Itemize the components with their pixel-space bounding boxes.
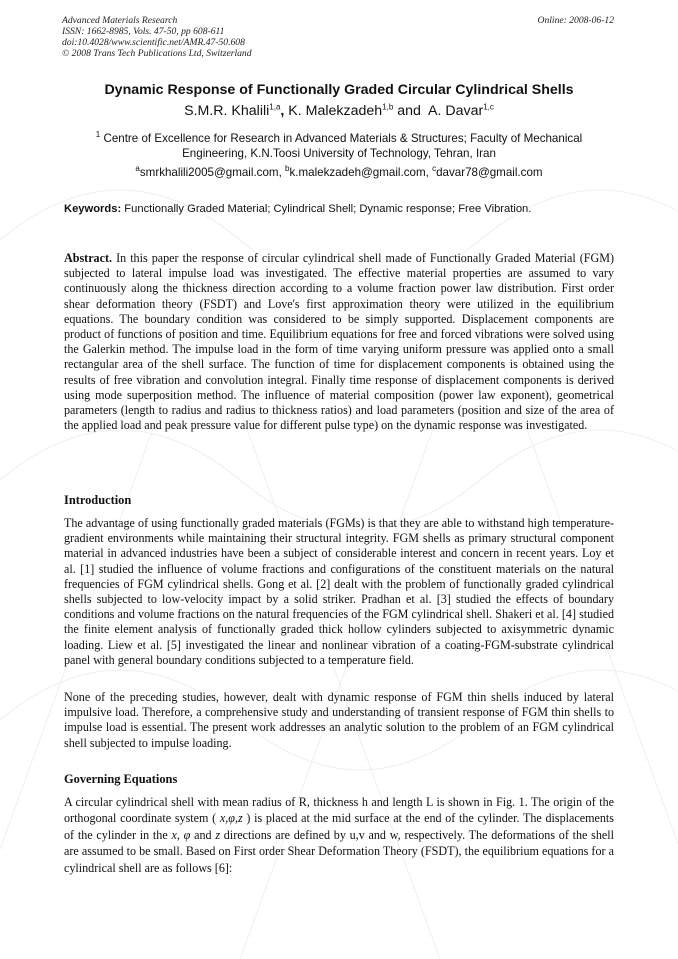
author-separator-and: and — [393, 103, 428, 119]
affiliation-marker: 1 — [95, 130, 101, 140]
email-list — [0, 166, 678, 179]
coordinate-system-symbol: x,φ,z — [219, 811, 243, 826]
phi-symbol: φ — [183, 827, 191, 842]
keywords-text: Functionally Graded Material; Cylindrical Shell; Dynamic response; Free Vibration. — [121, 203, 532, 215]
email-c-marker: c — [432, 164, 437, 174]
governing-text-4: and — [190, 827, 216, 842]
governing-text-5: directions are defined by u,v and w, respectively. The deformations of the shell are assumed to be small. Based on First order Shear Deformation Theory (FSDT), the equilibrium equations for a cylindrical shell are as follows [6]: — [64, 827, 615, 875]
online-date: Online: 2008-06-12 — [537, 15, 614, 26]
author-1: S.M.R. Khalili — [184, 103, 270, 119]
introduction-paragraph-2: None of the preceding studies, however, dealt with dynamic response of FGM thin shells induced by lateral impulsive load. Therefore, a comprehensive study and understanding of transient response of FGM thin shells to impulse load is essential. The present work addresses an analytic solution to the problem of an FGM cylindrical shell subjected to impulse loading. — [64, 690, 614, 750]
email-a-marker: a — [135, 164, 140, 174]
introduction-paragraph-1: The advantage of using functionally graded materials (FGMs) is that they are able to withstand high temperature-gradient environments while maintaining their structural integrity. FGM shells as primary structural component material in advanced industries have been a subject of considerable interest and concern in recent years. Loy et al. [1] studied the influence of volume fractions and configurations of the constituent materials on the natural frequencies of FGM cylindrical shells. Gong et al. [2] dealt with the problem of functionally graded cylindrical shells subjected to low-velocity impact by a solid striker. Pradhan et al. [3] studied the effects of boundary conditions and volume fractions on the natural frequencies of the FGM cylindrical shell. Shakeri et al. [4] studied the finite element analysis of functionally graded thick hollow cylinders subjected to axisymmetric dynamic loading. Liew et al. [5] investigated the linear and nonlinear vibration of a coating-FGM-substrate cylindrical panel with general boundary conditions subjected to a temperature field. — [64, 516, 614, 667]
governing-text-2: ) is placed at the mid surface at the end of the cylinder. The displacements of the cylinder in the — [64, 811, 614, 842]
issn-line: ISSN: 1662-8985, Vols. 47-50, pp 608-611 — [62, 26, 225, 37]
author-2: K. Malekzadeh — [288, 103, 383, 119]
author-1-affil: 1,a — [269, 102, 281, 112]
z-symbol: z — [215, 827, 221, 842]
author-separator: , — [280, 103, 289, 119]
email-a: smrkhalili2005@gmail.com, — [139, 166, 286, 179]
governing-text-1: A circular cylindrical shell with mean radius of R, thickness h and length L is shown in Fig. 1. The origin of the orthogonal coordinate system ( — [64, 795, 614, 826]
journal-header — [62, 15, 252, 59]
keywords-label: Keywords: — [64, 203, 122, 215]
author-list — [0, 103, 678, 119]
governing-equations-heading: Governing Equations — [64, 772, 178, 786]
abstract-text: In this paper the response of circular cylindrical shell made of Functionally Graded Material (FGM) subjected to lateral impulse load was investigated. The effective material properties are assumed to vary continuously along the thickness direction according to a volume fraction power law distribution. First order shear deformation theory (FSDT) and Love's first approximation theory were utilized in the equilibrium equations. The boundary condition was considered to be simply supported. Displacement components are product of functions of position and time. Equilibrium equations for free and forced vibrations were solved using the Galerkin method. The impulse load in the form of time varying uniform pressure was applied onto a small rectangular area of the shell surface. The function of time for displacement components is obtained using the results of free vibration and convolution integral. Finally time response of displacement components is derived using mode superposition method. The influence of material composition (power law exponent), geometrical parameters (length to radius and radius to thickness ratios) and load parameters (position and size of the area of the applied load and peak pressure value for different pulse type) on the dynamic response was investigated. — [64, 251, 614, 433]
journal-name: Advanced Materials Research — [62, 15, 178, 26]
email-b: k.malekzadeh@gmail.com, — [289, 166, 433, 179]
paper-title: Dynamic Response of Functionally Graded Circular Cylindrical Shells — [104, 82, 574, 98]
x-symbol: x — [171, 827, 177, 842]
author-2-affil: 1,b — [382, 102, 394, 112]
affiliation-text: Centre of Excellence for Research in Advanced Materials & Structures; Faculty of Mechanical Engineering, K.N.Toosi University of Technology, Tehran, Iran — [100, 132, 583, 160]
abstract — [64, 251, 614, 433]
affiliation — [62, 131, 616, 161]
author-3: A. Davar — [428, 103, 484, 119]
introduction-heading: Introduction — [64, 493, 132, 507]
governing-text-3: , — [176, 827, 184, 842]
keywords — [64, 203, 624, 215]
doi-line: doi:10.4028/www.scientific.net/AMR.47-50.608 — [62, 37, 245, 48]
email-b-marker: b — [285, 164, 290, 174]
author-3-affil: 1,c — [483, 102, 494, 112]
copyright-line: © 2008 Trans Tech Publications Ltd, Switzerland — [62, 48, 252, 59]
email-c: davar78@gmail.com — [436, 166, 543, 179]
governing-equations-paragraph — [64, 794, 614, 876]
abstract-label: Abstract. — [64, 251, 113, 265]
